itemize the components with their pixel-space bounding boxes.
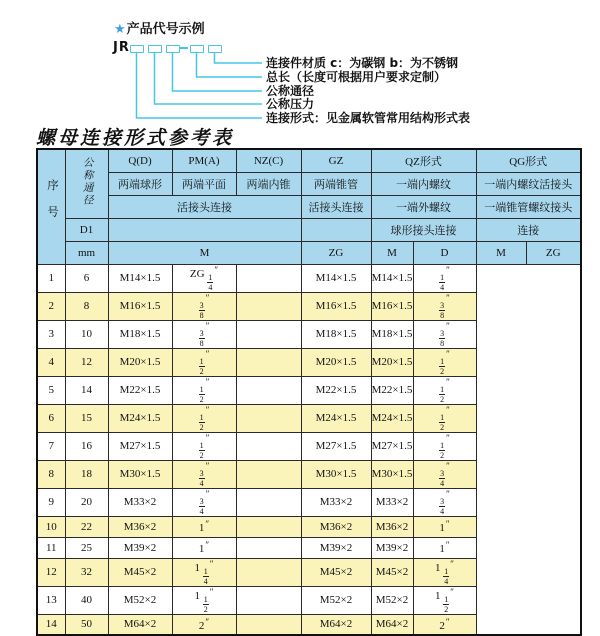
- cell-zg: $\frac{1}{2}$ ″: [172, 404, 236, 432]
- cell-qg_m: M33×2: [371, 488, 413, 516]
- header-qg-row4: 连接: [476, 218, 581, 241]
- cell-m: M39×2: [108, 537, 172, 558]
- table-row: [37, 292, 581, 320]
- cell-qz_d: M16×1.5: [301, 292, 371, 320]
- header-gz-code: GZ: [301, 149, 371, 172]
- cell-dn: 50: [65, 614, 108, 635]
- code-field-label-material: 连接件材质 c：为碳钢 b：为不锈钢: [266, 56, 459, 70]
- cell-qg_zg: 1″: [413, 516, 476, 537]
- cell-m: M45×2: [108, 558, 172, 586]
- cell-qg_zg: $\frac{3}{8}$ ″: [413, 292, 476, 320]
- table-row: [37, 614, 581, 635]
- cell-qg_m: M45×2: [371, 558, 413, 586]
- cell-qz_d: M20×1.5: [301, 348, 371, 376]
- header-union-left: 活接头连接: [108, 195, 301, 218]
- code-box: [148, 45, 162, 53]
- cell-qg_zg: $\frac{3}{8}$ ″: [413, 320, 476, 348]
- cell-zg: $\frac{3}{8}$ ″: [172, 320, 236, 348]
- cell-no: 10: [37, 516, 65, 537]
- header-qz-code: QZ形式: [371, 149, 476, 172]
- cell-qg_zg: 1″: [413, 537, 476, 558]
- cell-no: 9: [37, 488, 65, 516]
- cell-zg: $\frac{1}{2}$ ″: [172, 348, 236, 376]
- cell-no: 12: [37, 558, 65, 586]
- code-field-label-length: 总长（长度可根据用户要求定制）: [266, 70, 447, 84]
- cell-qg_m: M24×1.5: [371, 404, 413, 432]
- table-row: [37, 558, 581, 586]
- cell-qg_m: M18×1.5: [371, 320, 413, 348]
- cell-m: M22×1.5: [108, 376, 172, 404]
- cell-qz_m: [236, 404, 301, 432]
- cell-qg_zg: 1 $\frac{1}{4}$ ″: [413, 558, 476, 586]
- cell-qg_m: M30×1.5: [371, 460, 413, 488]
- cell-qz_d: M52×2: [301, 586, 371, 614]
- cell-qg_zg: $\frac{1}{2}$ ″: [413, 404, 476, 432]
- header-unit-zg1: ZG: [301, 241, 371, 264]
- product-code-diagram: [0, 0, 600, 130]
- code-box: [208, 45, 222, 53]
- cell-dn: 20: [65, 488, 108, 516]
- cell-no: 14: [37, 614, 65, 635]
- cell-qz_d: M33×2: [301, 488, 371, 516]
- cell-dn: 32: [65, 558, 108, 586]
- cell-qz_d: M64×2: [301, 614, 371, 635]
- cell-zg: $\frac{1}{2}$ ″: [172, 432, 236, 460]
- table-row: [37, 264, 581, 292]
- header-qz-row2: 一端内螺纹: [371, 172, 476, 195]
- cell-dn: 6: [65, 264, 108, 292]
- header-empty-gz: [301, 218, 371, 241]
- header-nz-code: NZ(C): [236, 149, 301, 172]
- code-field-label-connection: 连接形式：见金属软管常用结构形式表: [266, 111, 471, 125]
- cell-no: 1: [37, 264, 65, 292]
- header-q-desc: 两端球形: [108, 172, 172, 195]
- header-pm-code: PM(A): [172, 149, 236, 172]
- cell-dn: 14: [65, 376, 108, 404]
- cell-qz_d: M36×2: [301, 516, 371, 537]
- cell-dn: 8: [65, 292, 108, 320]
- cell-qg_zg: $\frac{1}{2}$ ″: [413, 348, 476, 376]
- cell-qz_m: [236, 348, 301, 376]
- cell-dn: 10: [65, 320, 108, 348]
- cell-m: M36×2: [108, 516, 172, 537]
- cell-zg: 1″: [172, 516, 236, 537]
- cell-no: 8: [37, 460, 65, 488]
- cell-m: M52×2: [108, 586, 172, 614]
- cell-m: M18×1.5: [108, 320, 172, 348]
- cell-qz_d: M24×1.5: [301, 404, 371, 432]
- cell-qg_m: M27×1.5: [371, 432, 413, 460]
- cell-zg: 1 $\frac{1}{4}$ ″: [172, 558, 236, 586]
- header-unit-m3: M: [476, 241, 526, 264]
- cell-m: M24×1.5: [108, 404, 172, 432]
- code-prefix: JR: [113, 40, 130, 55]
- cell-qz_m: [236, 516, 301, 537]
- cell-dn: 40: [65, 586, 108, 614]
- header-qz-row3: 一端外螺纹: [371, 195, 476, 218]
- cell-no: 4: [37, 348, 65, 376]
- cell-zg: $\frac{3}{4}$ ″: [172, 488, 236, 516]
- cell-m: M27×1.5: [108, 432, 172, 460]
- star-icon: ★: [114, 22, 126, 37]
- cell-qg_zg: $\frac{3}{4}$ ″: [413, 460, 476, 488]
- cell-qg_zg: 1 $\frac{1}{2}$ ″: [413, 586, 476, 614]
- header-unit-m1: M: [108, 241, 301, 264]
- cell-zg: $\frac{1}{2}$ ″: [172, 376, 236, 404]
- code-field-label-pressure: 公称压力: [266, 97, 315, 111]
- cell-no: 2: [37, 292, 65, 320]
- header-unit-m2: M: [371, 241, 413, 264]
- cell-qz_d: M30×1.5: [301, 460, 371, 488]
- cell-qg_m: M22×1.5: [371, 376, 413, 404]
- cell-dn: 15: [65, 404, 108, 432]
- header-union-gz: 活接头连接: [301, 195, 371, 218]
- cell-m: M30×1.5: [108, 460, 172, 488]
- table-row: [37, 404, 581, 432]
- cell-qz_m: [236, 292, 301, 320]
- table-header: [37, 149, 581, 264]
- code-field-label-diameter: 公称通径: [266, 84, 315, 98]
- cell-zg: ZG $\frac{1}{4}$ ″: [172, 264, 236, 292]
- cell-qz_m: [236, 558, 301, 586]
- table-row: [37, 488, 581, 516]
- cell-dn: 18: [65, 460, 108, 488]
- header-gz-desc: 两端锥管: [301, 172, 371, 195]
- header-serial: 序号: [37, 149, 65, 264]
- cell-dn: 22: [65, 516, 108, 537]
- cell-no: 3: [37, 320, 65, 348]
- cell-qz_m: [236, 432, 301, 460]
- nut-connection-reference-table: [36, 148, 582, 636]
- table-row: [37, 586, 581, 614]
- cell-qg_m: M20×1.5: [371, 348, 413, 376]
- cell-qz_m: [236, 537, 301, 558]
- header-nz-desc: 两端内锥: [236, 172, 301, 195]
- cell-qz_m: [236, 488, 301, 516]
- cell-m: M14×1.5: [108, 264, 172, 292]
- cell-qg_m: M39×2: [371, 537, 413, 558]
- cell-dn: 16: [65, 432, 108, 460]
- cell-m: M16×1.5: [108, 292, 172, 320]
- header-qz-row4: 球形接头连接: [371, 218, 476, 241]
- header-qg-code: QG形式: [476, 149, 581, 172]
- diagram-title: [114, 18, 205, 37]
- cell-m: M20×1.5: [108, 348, 172, 376]
- table-row: [37, 376, 581, 404]
- cell-zg: $\frac{3}{4}$ ″: [172, 460, 236, 488]
- header-unit-d: D: [413, 241, 476, 264]
- cell-qz_m: [236, 460, 301, 488]
- header-q-code: Q(D): [108, 149, 172, 172]
- header-empty-left: [108, 218, 301, 241]
- cell-zg: 2″: [172, 614, 236, 635]
- cell-qz_d: M45×2: [301, 558, 371, 586]
- header-nominal-diameter: 公称通径: [65, 149, 108, 218]
- cell-qz_d: M39×2: [301, 537, 371, 558]
- header-d1: D1: [65, 218, 108, 241]
- cell-qg_zg: 2″: [413, 614, 476, 635]
- cell-qz_m: [236, 320, 301, 348]
- code-box: [190, 45, 204, 53]
- cell-qg_zg: $\frac{3}{4}$ ″: [413, 488, 476, 516]
- cell-dn: 25: [65, 537, 108, 558]
- header-pm-desc: 两端平面: [172, 172, 236, 195]
- cell-no: 5: [37, 376, 65, 404]
- table-row: [37, 320, 581, 348]
- cell-no: 13: [37, 586, 65, 614]
- header-unit-zg2: ZG: [526, 241, 581, 264]
- cell-qz_m: [236, 586, 301, 614]
- cell-qg_zg: $\frac{1}{2}$ ″: [413, 376, 476, 404]
- cell-qz_d: M14×1.5: [301, 264, 371, 292]
- header-mm: mm: [65, 241, 108, 264]
- cell-zg: 1 $\frac{1}{2}$ ″: [172, 586, 236, 614]
- code-box: [130, 45, 144, 53]
- cell-qg_zg: $\frac{1}{4}$ ″: [413, 264, 476, 292]
- header-qg-row3: 一端锥管螺纹接头: [476, 195, 581, 218]
- header-qg-row2: 一端内螺纹活接头: [476, 172, 581, 195]
- cell-qg_m: M36×2: [371, 516, 413, 537]
- cell-qg_m: M14×1.5: [371, 264, 413, 292]
- cell-no: 6: [37, 404, 65, 432]
- cell-qz_m: [236, 614, 301, 635]
- diagram-title-text: 产品代号示例: [126, 22, 205, 37]
- cell-qz_m: [236, 376, 301, 404]
- cell-qz_d: M27×1.5: [301, 432, 371, 460]
- cell-qg_m: M16×1.5: [371, 292, 413, 320]
- cell-qz_d: M22×1.5: [301, 376, 371, 404]
- cell-qz_d: M18×1.5: [301, 320, 371, 348]
- cell-m: M64×2: [108, 614, 172, 635]
- table-body: [37, 264, 581, 635]
- table-row: [37, 432, 581, 460]
- cell-zg: 1″: [172, 537, 236, 558]
- table-row: [37, 516, 581, 537]
- cell-qz_m: [236, 264, 301, 292]
- cell-zg: $\frac{3}{8}$ ″: [172, 292, 236, 320]
- table-row: [37, 460, 581, 488]
- cell-dn: 12: [65, 348, 108, 376]
- cell-qg_m: M52×2: [371, 586, 413, 614]
- code-box: [166, 45, 180, 53]
- cell-qg_m: M64×2: [371, 614, 413, 635]
- cell-qg_zg: $\frac{1}{2}$ ″: [413, 432, 476, 460]
- cell-no: 7: [37, 432, 65, 460]
- cell-no: 11: [37, 537, 65, 558]
- table-row: [37, 348, 581, 376]
- table-title: 螺母连接形式参考表: [36, 127, 235, 149]
- cell-m: M33×2: [108, 488, 172, 516]
- table-row: [37, 537, 581, 558]
